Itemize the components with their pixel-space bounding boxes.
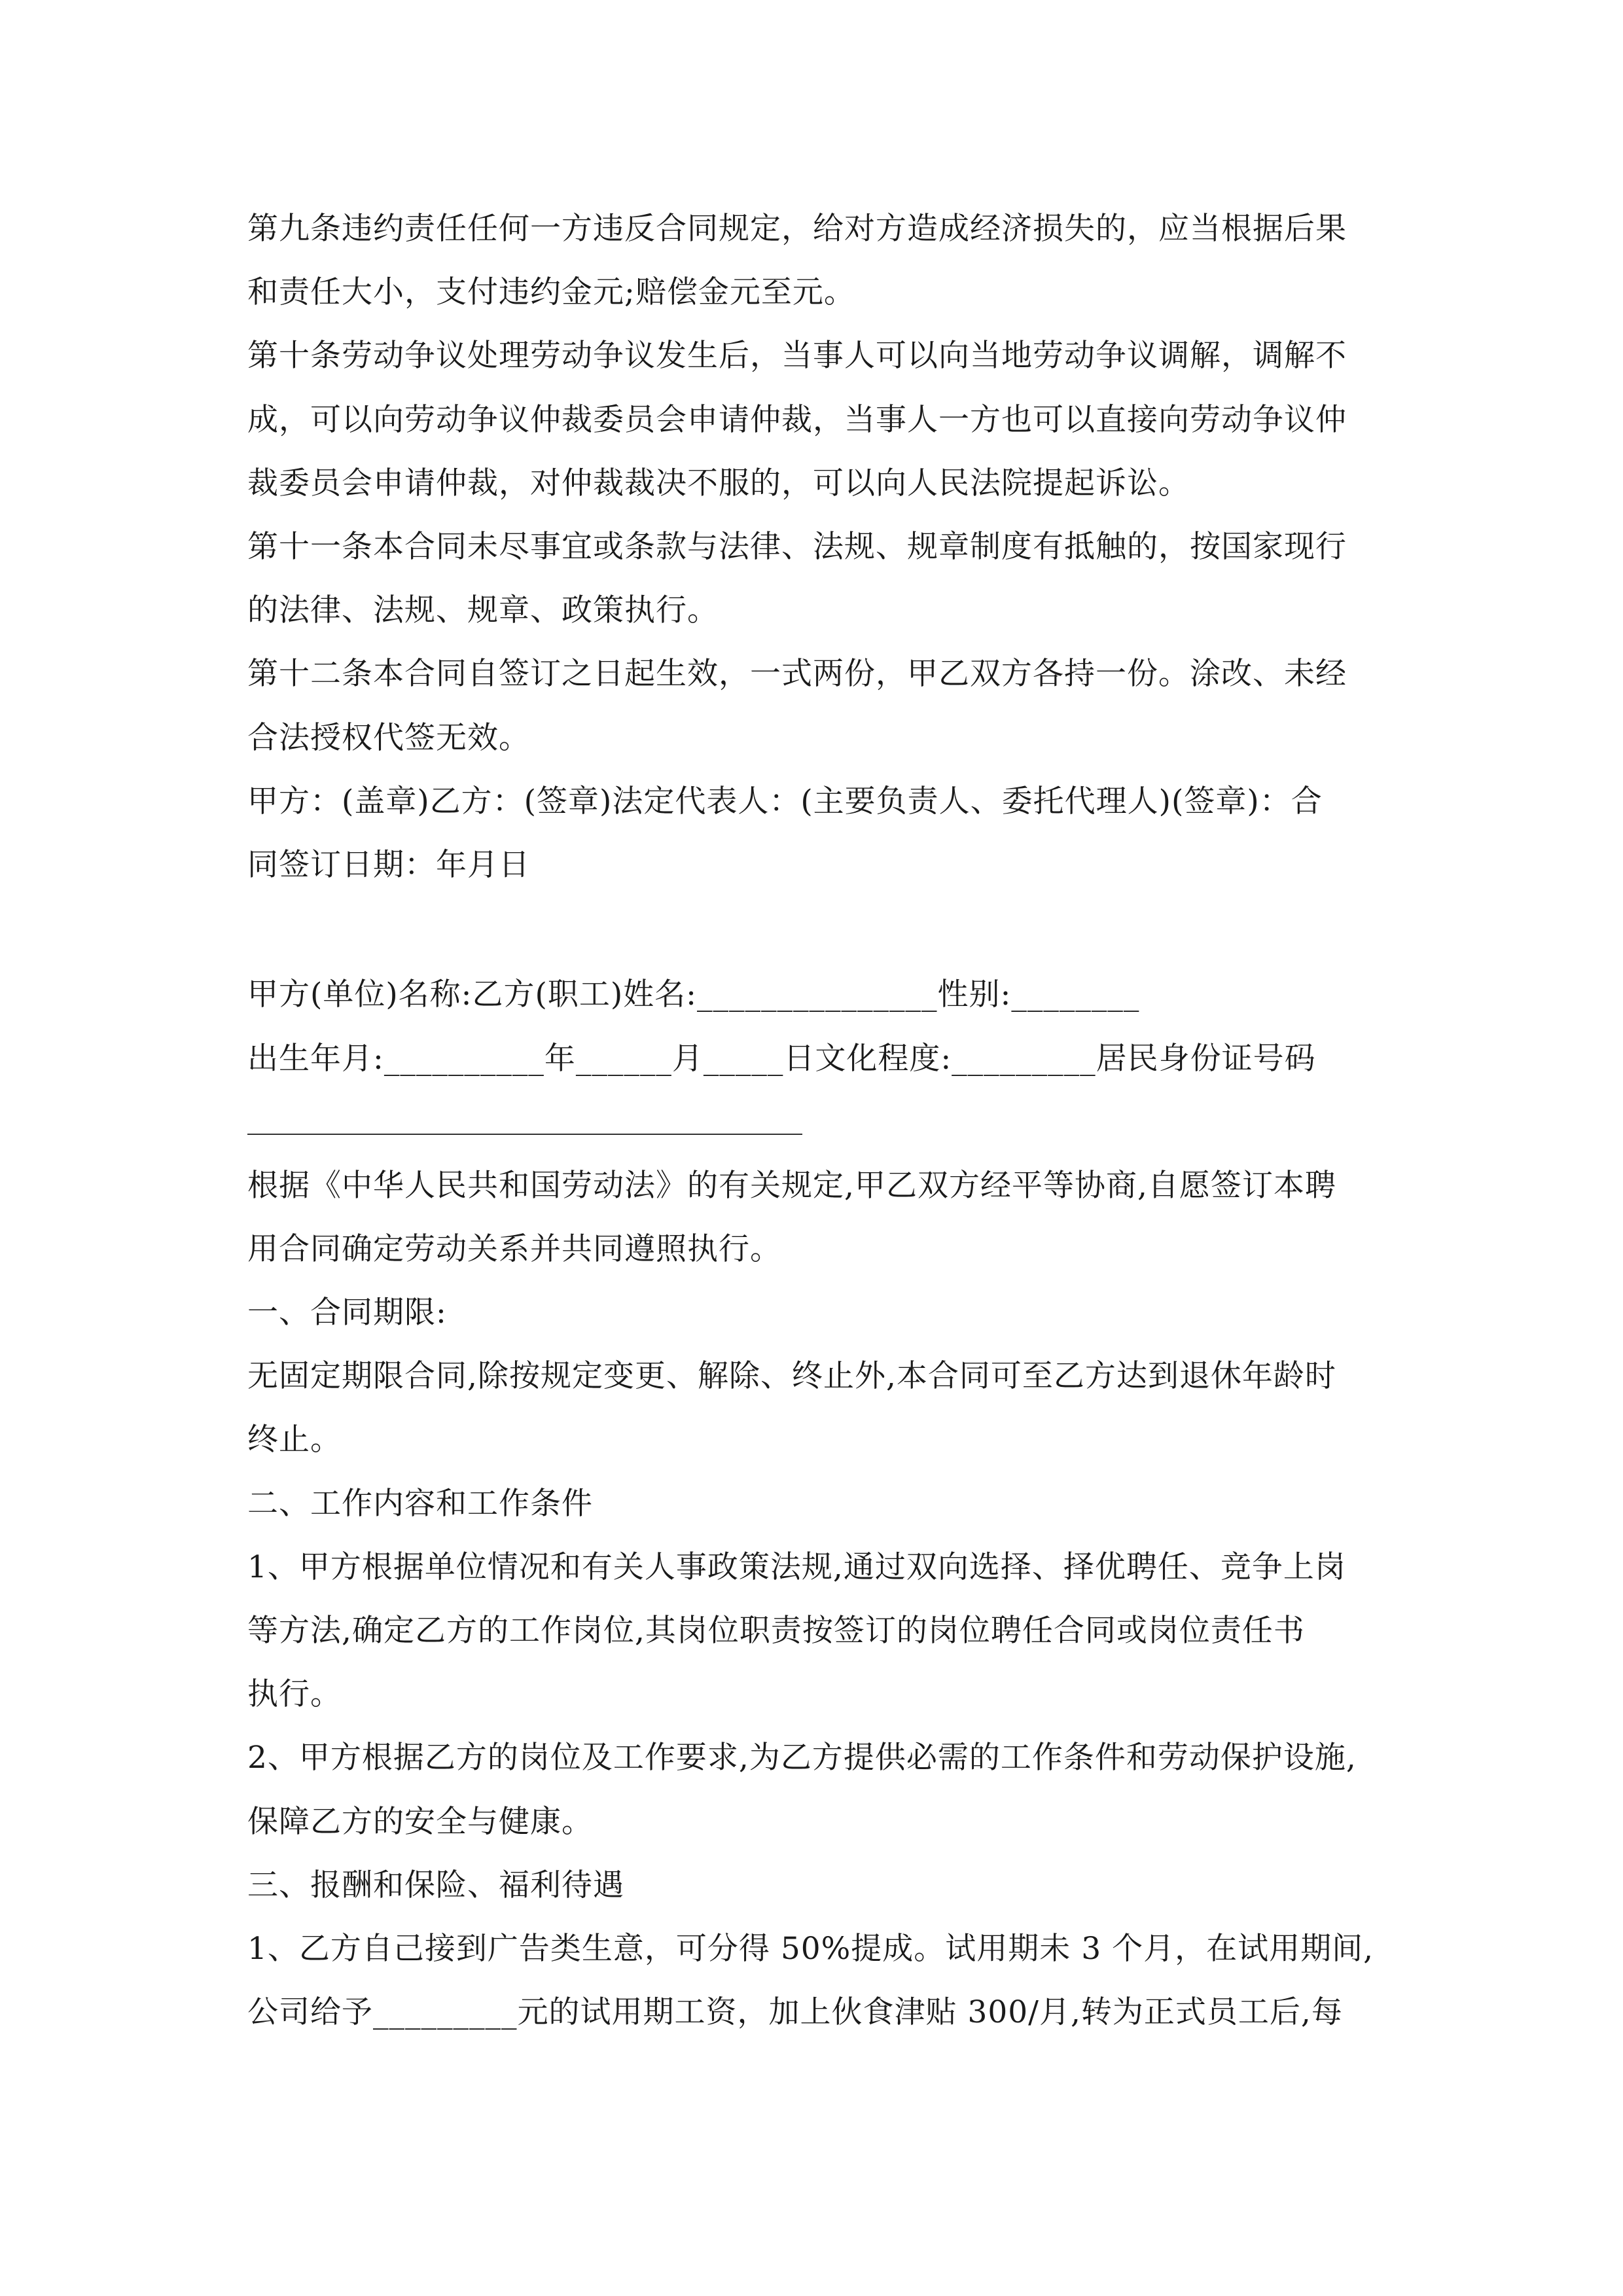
section-3-item-1-line-2: 公司给予_________元的试用期工资，加上伙食津贴 300/月,转为正式员工后,每: [247, 1994, 1343, 2030]
section-2-heading: 二、工作内容和工作条件: [247, 1486, 593, 1522]
signature-line-2: 同签订日期：年月日: [247, 847, 530, 883]
party-info-line-2: 出生年月:__________年______月_____日文化程度:_________居民身份证号码: [247, 1041, 1316, 1077]
clause-9-line-1: 第九条违约责任任何一方违反合同规定，给对方造成经济损失的，应当根据后果: [247, 211, 1347, 247]
section-1-heading: 一、合同期限:: [247, 1295, 447, 1331]
section-3-heading: 三、报酬和保险、福利待遇: [247, 1867, 624, 1903]
section-2-item-1-line-1: 1、甲方根据单位情况和有关人事政策法规,通过双向选择、择优聘任、竞争上岗: [247, 1549, 1346, 1585]
party-info-line-1: 甲方(单位)名称:乙方(职工)姓名:_______________性别:________: [247, 977, 1140, 1013]
clause-11-line-2: 的法律、法规、规章、政策执行。: [247, 592, 719, 628]
preamble-line-2: 用合同确定劳动关系并共同遵照执行。: [247, 1231, 781, 1267]
clause-12-line-2: 合法授权代签无效。: [247, 720, 530, 756]
section-1-line-1: 无固定期限合同,除按规定变更、解除、终止外,本合同可至乙方达到退休年龄时: [247, 1358, 1336, 1394]
section-3-item-1-line-1: 1、乙方自己接到广告类生意，可分得 50%提成。试用期未 3 个月，在试用期间,: [247, 1931, 1374, 1967]
section-2-item-2-line-1: 2、甲方根据乙方的岗位及工作要求,为乙方提供必需的工作条件和劳动保护设施,: [247, 1740, 1357, 1776]
id-number-blank-line: [247, 1134, 802, 1135]
clause-10-line-3: 裁委员会申请仲裁，对仲裁裁决不服的，可以向人民法院提起诉讼。: [247, 465, 1190, 501]
section-1-line-2: 终止。: [247, 1422, 342, 1458]
preamble-line-1: 根据《中华人民共和国劳动法》的有关规定,甲乙双方经平等协商,自愿签订本聘: [247, 1168, 1336, 1204]
section-2-item-1-line-3: 执行。: [247, 1676, 342, 1712]
clause-11-line-1: 第十一条本合同未尽事宜或条款与法律、法规、规章制度有抵触的，按国家现行: [247, 529, 1347, 565]
clause-10-line-1: 第十条劳动争议处理劳动争议发生后，当事人可以向当地劳动争议调解，调解不: [247, 338, 1347, 374]
section-2-item-2-line-2: 保障乙方的安全与健康。: [247, 1804, 593, 1840]
clause-9-line-2: 和责任大小，支付违约金元;赔偿金元至元。: [247, 274, 855, 310]
section-2-item-1-line-2: 等方法,确定乙方的工作岗位,其岗位职责按签订的岗位聘任合同或岗位责任书: [247, 1613, 1305, 1649]
signature-line-1: 甲方：(盖章)乙方：(签章)法定代表人：(主要负责人、委托代理人)(签章)：合: [247, 783, 1323, 819]
clause-12-line-1: 第十二条本合同自签订之日起生效，一式两份，甲乙双方各持一份。涂改、未经: [247, 656, 1347, 692]
clause-10-line-2: 成，可以向劳动争议仲裁委员会申请仲裁，当事人一方也可以直接向劳动争议仲: [247, 402, 1347, 438]
